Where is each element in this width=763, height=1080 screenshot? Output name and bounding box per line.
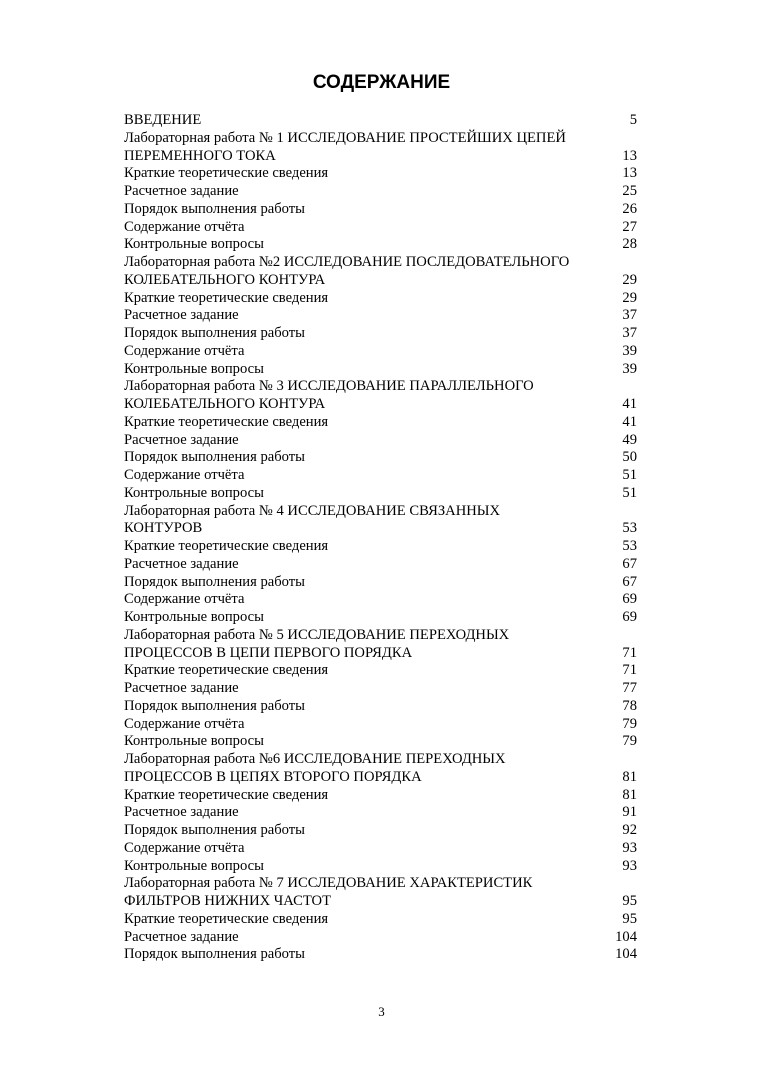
toc-entry: [124, 769, 637, 787]
toc-entry-page: 39: [622, 342, 637, 359]
toc-entry-title: КОЛЕБАТЕЛЬНОГО КОНТУРА: [124, 396, 326, 412]
toc-entry-title: Содержание отчёта: [124, 715, 245, 732]
toc-entry: [124, 219, 637, 237]
toc-entry: [124, 804, 637, 822]
toc-entry-title: Порядок выполнения работы: [124, 697, 305, 714]
toc-entry: [124, 130, 637, 148]
toc-entry-page: 51: [622, 467, 637, 483]
toc-entry-title: Лабораторная работа № 1 ИССЛЕДОВАНИЕ ПРОСТЕЙШИХ ЦЕПЕЙ: [124, 129, 566, 146]
toc-entry: [124, 733, 637, 751]
toc-entry-title: Лабораторная работа №6 ИССЛЕДОВАНИЕ ПЕРЕХОДНЫХ: [124, 751, 506, 767]
toc-entry: [124, 467, 637, 485]
toc-entry-page: 37: [622, 325, 637, 341]
toc-entry: [124, 751, 637, 769]
toc-entry-title: Порядок выполнения работы: [124, 200, 305, 217]
toc-entry-title: Контрольные вопросы: [124, 733, 264, 750]
toc-entry-title: Порядок выполнения работы: [124, 325, 305, 341]
toc-entry-page: 104: [615, 946, 637, 963]
toc-entry-title: Содержание отчёта: [124, 218, 245, 235]
toc-entry-title: Контрольные вопросы: [124, 360, 264, 377]
toc-entry-title: Расчетное задание: [124, 307, 239, 324]
toc-entry-page: 93: [622, 857, 637, 874]
toc-entry: [124, 840, 637, 858]
toc-entry-page: 5: [629, 112, 637, 128]
toc-entry: [124, 609, 637, 627]
toc-entry-title: Содержание отчёта: [124, 591, 245, 608]
toc-entry-title: Контрольные вопросы: [124, 609, 264, 625]
toc-entry-title: ВВЕДЕНИЕ: [124, 112, 202, 128]
toc-entry: [124, 698, 637, 716]
toc-entry-page: 29: [622, 289, 637, 306]
toc-entry: [124, 361, 637, 379]
toc-entry-title: Расчетное задание: [124, 555, 239, 572]
toc-entry: [124, 520, 637, 538]
toc-entry-title: Лабораторная работа № 5 ИССЛЕДОВАНИЕ ПЕРЕХОДНЫХ: [124, 626, 510, 643]
toc-entry-page: 53: [622, 538, 637, 554]
toc-entry-title: Лабораторная работа № 4 ИССЛЕДОВАНИЕ СВЯЗАННЫХ: [124, 502, 501, 519]
toc-entry-page: 79: [622, 715, 637, 732]
toc-entry-page: 26: [622, 200, 637, 217]
toc-entry: [124, 538, 637, 556]
toc-entry-page: 71: [622, 662, 637, 679]
toc-entry-page: 51: [622, 484, 637, 501]
toc-entry-page: 81: [622, 768, 637, 785]
toc-entry-page: 69: [622, 609, 637, 625]
toc-entry: [124, 929, 637, 947]
toc-entry-title: Расчетное задание: [124, 804, 239, 821]
toc-entry-page: 79: [622, 733, 637, 750]
toc-entry-title: ПРОЦЕССОВ В ЦЕПИ ПЕРВОГО ПОРЯДКА: [124, 644, 413, 661]
toc-entry-title: Контрольные вопросы: [124, 857, 264, 874]
toc-entry-page: 53: [622, 520, 637, 537]
toc-entry-title: Расчетное задание: [124, 928, 239, 945]
page-title: СОДЕРЖАНИЕ: [312, 72, 451, 93]
toc-entry: [124, 911, 637, 929]
toc-entry: [124, 574, 637, 592]
toc-entry-title: КОЛЕБАТЕЛЬНОГО КОНТУРА: [124, 271, 326, 288]
toc-entry: [124, 165, 637, 183]
toc-entry: [124, 875, 637, 893]
toc-entry-title: Краткие теоретические сведения: [124, 538, 329, 554]
toc-entry-title: Расчетное задание: [124, 680, 239, 696]
toc-entry: [124, 414, 637, 432]
toc-entry: [124, 396, 637, 414]
toc-entry-title: Лабораторная работа № 7 ИССЛЕДОВАНИЕ ХАРАКТЕРИСТИК: [124, 875, 533, 892]
toc-entry-title: Краткие теоретические сведения: [124, 289, 329, 306]
toc-entry-title: Содержание отчёта: [124, 839, 245, 856]
toc-entry-title: Лабораторная работа № 3 ИССЛЕДОВАНИЕ ПАРАЛЛЕЛЬНОГО: [124, 378, 534, 395]
toc-entry-page: 67: [622, 573, 637, 590]
toc-entry: [124, 307, 637, 325]
toc-entry-page: 95: [622, 893, 637, 909]
table-of-contents: [124, 112, 637, 964]
toc-entry-title: Краткие теоретические сведения: [124, 786, 329, 803]
toc-entry: [124, 112, 637, 130]
toc-entry: [124, 183, 637, 201]
toc-entry: [124, 290, 637, 308]
toc-entry-page: 50: [622, 449, 637, 466]
toc-entry-page: 27: [622, 218, 637, 235]
toc-entry-title: Порядок выполнения работы: [124, 946, 305, 963]
toc-entry-title: Расчетное задание: [124, 431, 239, 448]
toc-entry: [124, 645, 637, 663]
toc-entry-page: 49: [622, 431, 637, 448]
toc-entry: [124, 432, 637, 450]
toc-entry: [124, 201, 637, 219]
toc-entry-page: 29: [622, 271, 637, 288]
toc-entry-page: 92: [622, 822, 637, 838]
toc-entry-title: Контрольные вопросы: [124, 236, 264, 253]
toc-entry-title: КОНТУРОВ: [124, 520, 203, 537]
toc-entry: [124, 716, 637, 734]
toc-entry: [124, 556, 637, 574]
toc-entry-page: 91: [622, 804, 637, 821]
toc-entry-page: 41: [622, 413, 637, 430]
toc-entry-page: 71: [622, 644, 637, 661]
toc-entry-page: 69: [622, 591, 637, 608]
toc-entry: [124, 378, 637, 396]
toc-entry-title: Краткие теоретические сведения: [124, 662, 329, 679]
toc-entry-title: Порядок выполнения работы: [124, 449, 305, 466]
toc-entry: [124, 254, 637, 272]
toc-entry-title: Порядок выполнения работы: [124, 822, 305, 838]
toc-entry: [124, 325, 637, 343]
toc-entry: [124, 858, 637, 876]
toc-entry-page: 95: [622, 910, 637, 927]
toc-entry: [124, 236, 637, 254]
toc-entry: [124, 822, 637, 840]
toc-entry-page: 81: [622, 786, 637, 803]
toc-entry-title: Порядок выполнения работы: [124, 573, 305, 590]
toc-entry: [124, 591, 637, 609]
toc-entry: [124, 662, 637, 680]
toc-entry-title: ПРОЦЕССОВ В ЦЕПЯХ ВТОРОГО ПОРЯДКА: [124, 768, 422, 785]
toc-entry-page: 104: [615, 928, 637, 945]
toc-entry: [124, 946, 637, 964]
toc-entry-page: 13: [622, 147, 637, 164]
toc-entry-page: 25: [622, 183, 637, 199]
toc-entry: [124, 272, 637, 290]
toc-entry: [124, 343, 637, 361]
toc-entry: [124, 485, 637, 503]
toc-entry-title: Лабораторная работа №2 ИССЛЕДОВАНИЕ ПОСЛЕДОВАТЕЛЬНОГО: [124, 254, 570, 270]
toc-entry-page: 67: [622, 555, 637, 572]
toc-entry-page: 37: [622, 307, 637, 324]
toc-entry-title: Расчетное задание: [124, 183, 239, 199]
toc-entry-title: Краткие теоретические сведения: [124, 413, 329, 430]
toc-entry: [124, 680, 637, 698]
toc-entry: [124, 503, 637, 521]
toc-entry: [124, 627, 637, 645]
toc-entry-title: ФИЛЬТРОВ НИЖНИХ ЧАСТОТ: [124, 893, 332, 909]
toc-entry-title: Содержание отчёта: [124, 467, 245, 483]
toc-entry-title: Краткие теоретические сведения: [124, 910, 329, 927]
toc-entry: [124, 893, 637, 911]
toc-entry-page: 77: [622, 680, 637, 696]
toc-entry: [124, 787, 637, 805]
page-number: 3: [378, 1004, 385, 1019]
toc-entry-title: Содержание отчёта: [124, 342, 245, 359]
toc-entry-page: 41: [622, 396, 637, 412]
toc-entry-title: Краткие теоретические сведения: [124, 165, 329, 182]
toc-entry: [124, 449, 637, 467]
toc-entry: [124, 148, 637, 166]
toc-entry-page: 28: [622, 236, 637, 253]
toc-entry-page: 39: [622, 360, 637, 377]
toc-entry-page: 93: [622, 839, 637, 856]
toc-entry-title: Контрольные вопросы: [124, 484, 264, 501]
toc-entry-page: 13: [622, 165, 637, 182]
toc-entry-page: 78: [622, 697, 637, 714]
toc-entry-title: ПЕРЕМЕННОГО ТОКА: [124, 147, 276, 164]
